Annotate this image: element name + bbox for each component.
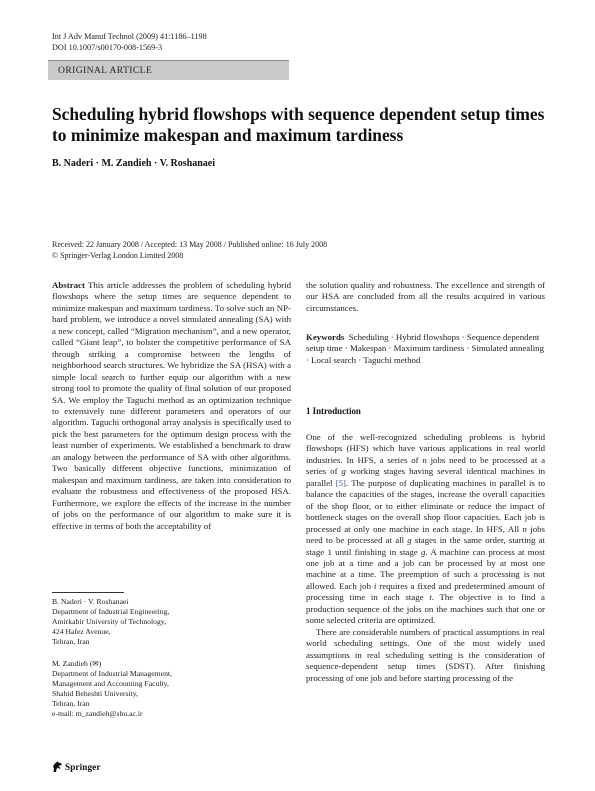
abstract-paragraph xyxy=(52,280,291,532)
paper-title: Scheduling hybrid flowshops with sequence dependent setup times to minimize makespan and maximum tardiness xyxy=(52,104,545,145)
abstract-label: Abstract xyxy=(52,280,85,290)
author-list: B. Naderi · M. Zandieh · V. Roshanaei xyxy=(52,158,215,169)
affiliation-2 xyxy=(52,659,291,720)
affiliation-line: 424 Hafez Avenue, xyxy=(52,627,111,637)
doi: DOI 10.1007/s00170-008-1569-3 xyxy=(52,43,163,52)
publisher-name: Springer xyxy=(65,762,101,772)
affiliation-line: Tehran, Iran xyxy=(52,699,90,709)
affiliation-line: Department of Industrial Engineering, xyxy=(52,607,170,617)
abstract-continuation xyxy=(306,280,545,314)
affiliation-line: B. Naderi · V. Roshanaei xyxy=(52,597,129,606)
abstract-continuation-text: the solution quality and robustness. The excellence and strength of our HSA are concluded from all the results acquired in various circumstances. xyxy=(306,280,545,313)
article-type-label: ORIGINAL ARTICLE xyxy=(58,65,153,76)
affiliation-line: Shahid Beheshti University, xyxy=(52,689,138,699)
intro-paragraph-2: There are considerable numbers of practical assumptions in real world scheduling settings. One of the most widely used assumptions in real scheduling setting is the consideration of sequence-dependent setup times (SDST). After finishing processing of one job and before starting processing of the xyxy=(306,626,545,683)
affiliation-line: Department of Industrial Management, xyxy=(52,669,172,679)
copyright-line: © Springer-Verlag London Limited 2008 xyxy=(52,250,184,260)
affiliation-line: Management and Accounting Faculty, xyxy=(52,679,169,689)
affiliation-line: Amirkabir University of Technology, xyxy=(52,617,167,627)
affiliation-1 xyxy=(52,597,291,647)
keywords-text: Scheduling · Hybrid flowshops · Sequence dependent setup time · Makespan · Maximum tardiness · Simulated annealing · Local search · Taguchi method xyxy=(306,332,544,365)
article-type-banner xyxy=(48,60,289,80)
keywords-label: Keywords xyxy=(306,332,345,342)
affiliation-line: Tehran, Iran xyxy=(52,637,90,647)
publisher-logo xyxy=(52,761,101,773)
history-dates: Received: 22 January 2008 / Accepted: 13 May 2008 / Published online: 16 July 2008 xyxy=(52,240,328,249)
section-heading-introduction: 1 Introduction xyxy=(306,406,361,416)
footnote-divider xyxy=(52,592,124,593)
keywords-paragraph xyxy=(306,332,545,366)
citation-link[interactable]: [5] xyxy=(335,477,346,488)
springer-horse-icon xyxy=(52,761,63,773)
journal-reference: Int J Adv Manuf Technol (2009) 41:1186–1198 xyxy=(52,32,207,41)
publication-history xyxy=(52,240,327,261)
intro-paragraph-1: One of the well-recognized scheduling problems is hybrid flowshops (HFS) which have various applications in real world industries. In HFS, a series of n jobs need to be processed at a series of g working stages having several identical machines in parallel [5]. The purpose of duplicating machines in parallel is to balance the capacities of the stages, increase the overall capacities of the shop floor, or to either eliminate or reduce the impact of bottleneck stages on the overall shop floor capacities. Each job is processed at only one machine in each stage. In HFS, All n jobs need to be processed at all g stages in the same order, starting at stage 1 until finishing in stage g. A machine can process at most one job at a time and a job can be processed by at most one machine at a time. The preemption of such a processing is not allowed. Each job i requires a fixed and predetermined amount of processing time in each stage t. The objective is to find a production sequence of the jobs on the machines such that one or some selected criteria are optimized. xyxy=(306,432,545,626)
abstract-text: This article addresses the problem of scheduling hybrid flowshops where the setup times are sequence dependent to minimize makespan and maximum tardiness. To solve such an NP-hard problem, we introduce a novel simulated annealing (SA) with a new concept, called “Migration mechanism”, and a new operator, called “Giant leap”, to bolster the competitive performance of SA through striking a compromise between the lengths of neighborhood search structures. We hybridize the SA (HSA) with a simple local search to further equip our algorithm with a new strong tool to promote the quality of final solution of our proposed SA. We employ the Taguchi method as an optimization technique to extensively tune different parameters and operators of our algorithm. Taguchi orthogonal array analysis is specifically used to pick the best parameters for the optimum design process with the least number of experiments. We established a benchmark to draw an analogy between the performance of SA with other algorithms. Two basically different objective functions, minimization of makespan and maximum tardiness, are taken into consideration to evaluate the robustness and effectiveness of the proposed HSA. Furthermore, we explore the effects of the increase in the number of jobs on the performance of our algorithm to make sure it is effective in terms of both the acceptability of xyxy=(52,280,291,531)
abstract xyxy=(52,280,291,532)
introduction-body xyxy=(306,432,545,684)
keywords xyxy=(306,332,545,366)
affiliation-line: M. Zandieh (✉) xyxy=(52,659,102,668)
affiliation-email[interactable]: e-mail: m_zandieh@sbu.ac.ir xyxy=(52,709,143,719)
